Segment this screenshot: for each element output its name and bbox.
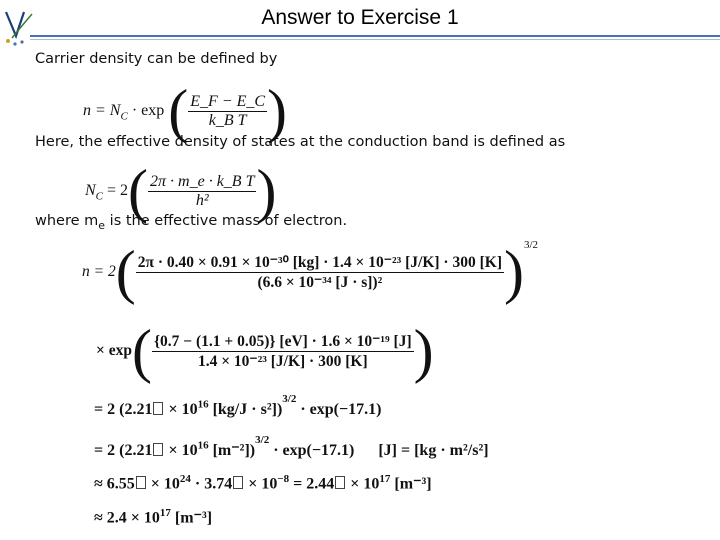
eq4-fraction: [152, 332, 414, 371]
eq6-tail: · exp(−17.1): [269, 442, 355, 459]
missing-glyph-icon: [335, 476, 345, 489]
eq1-lhs-sub: C: [120, 110, 128, 123]
equation-exp-term: [96, 317, 434, 386]
eq2-numerator: 2π · m_e · k_B T: [150, 173, 255, 190]
eq7-f-exp: 17: [379, 473, 391, 485]
eq5-a: = 2 (2.21: [94, 401, 153, 418]
text-effective-mass: [35, 213, 347, 232]
eq3-denominator: (6.6 × 10⁻³⁴ [J · s])²: [257, 274, 383, 291]
text-carrier-density: Carrier density can be defined by: [35, 51, 278, 67]
eq2-denominator: h²: [195, 192, 209, 209]
eq6-exp: 16: [197, 439, 209, 452]
eq7-c: · 3.74: [190, 475, 233, 493]
eq2-paren-close: ): [256, 158, 277, 224]
eq5-unit: [kg/J · s²]): [208, 401, 283, 418]
equation-n-numeric: [82, 238, 538, 307]
eq4-numerator: {0.7 − (1.1 + 0.05)} [eV] · 1.6 × 10⁻¹⁹ [J]: [153, 333, 412, 350]
eq6-b: × 10: [164, 442, 198, 459]
eq8-a: ≈ 2.4 × 10: [94, 509, 160, 527]
eq7-d-exp: −8: [277, 473, 290, 485]
eq1-paren-close: ): [267, 78, 288, 144]
eq1-op: · exp: [127, 102, 165, 120]
text-effective-mass-pre: where m: [35, 213, 99, 229]
eq8-exp: 17: [159, 507, 171, 519]
eq5-b: × 10: [164, 401, 198, 418]
eq3-paren-close: ): [503, 239, 524, 305]
eq1-lhs: n = N: [83, 102, 121, 120]
eq1-numerator: E_F − E_C: [190, 93, 266, 110]
eq5-tail: · exp(−17.1): [296, 401, 382, 418]
eq7-e: = 2.44: [289, 475, 335, 493]
eq7-f: × 10: [346, 475, 380, 493]
eq7-b-exp: 24: [179, 473, 191, 485]
eq2-paren-open: (: [128, 158, 149, 224]
eq4-paren-open: (: [131, 318, 152, 384]
eq7-d: × 10: [244, 475, 278, 493]
eq7-b: × 10: [146, 475, 180, 493]
eq3-power: 3/2: [523, 239, 539, 252]
eq6-power: 3/2: [255, 434, 270, 446]
eq3-lhs: n = 2: [82, 263, 116, 281]
eq2-fraction: [148, 173, 256, 210]
eq2-lhs-sub: C: [95, 190, 104, 203]
text-effective-density: Here, the effective density of states at the conduction band is defined as: [35, 134, 566, 150]
equation-result: [94, 507, 212, 527]
missing-glyph-icon: [153, 402, 163, 415]
eq1-fraction: [188, 93, 267, 130]
eq4-pre: × exp: [96, 342, 132, 360]
eq2-mid: = 2: [103, 182, 129, 200]
eq3-paren-open: (: [115, 239, 136, 305]
header-rule: [30, 35, 720, 37]
equation-step-3: [94, 473, 432, 493]
eq7-unit: [m⁻³]: [390, 475, 432, 493]
header-rule-thin: [30, 39, 720, 40]
eq1-denominator: k_B T: [208, 112, 247, 129]
eq7-a: ≈ 6.55: [94, 475, 135, 493]
eq5-power: 3/2: [282, 393, 297, 405]
text-effective-mass-post: is the effective mass of electron.: [105, 213, 348, 229]
eq4-denominator: 1.4 × 10⁻²³ [J/K] · 300 [K]: [197, 353, 368, 370]
eq4-paren-close: ): [413, 318, 434, 384]
missing-glyph-icon: [153, 443, 163, 456]
equation-step-1: [94, 393, 381, 419]
eq6-unit-note: [J] = [kg · m²/s²]: [378, 442, 489, 459]
eq3-fraction: [136, 253, 504, 292]
eq8-unit: [m⁻³]: [170, 509, 213, 527]
page-title: Answer to Exercise 1: [261, 6, 459, 29]
missing-glyph-icon: [233, 476, 243, 489]
equation-step-2: [94, 434, 489, 460]
text-effective-mass-sub: e: [98, 218, 106, 232]
eq3-numerator: 2π · 0.40 × 0.91 × 10⁻³⁰ [kg] · 1.4 × 10⁻²³ [J/K] · 300 [K]: [137, 254, 502, 271]
eq1-paren-open: (: [168, 78, 189, 144]
eq2-lhs: N: [85, 182, 96, 200]
missing-glyph-icon: [136, 476, 146, 489]
eq5-exp: 16: [197, 398, 209, 411]
eq6-a: = 2 (2.21: [94, 442, 153, 459]
eq6-unit: [m⁻²]): [208, 442, 256, 459]
